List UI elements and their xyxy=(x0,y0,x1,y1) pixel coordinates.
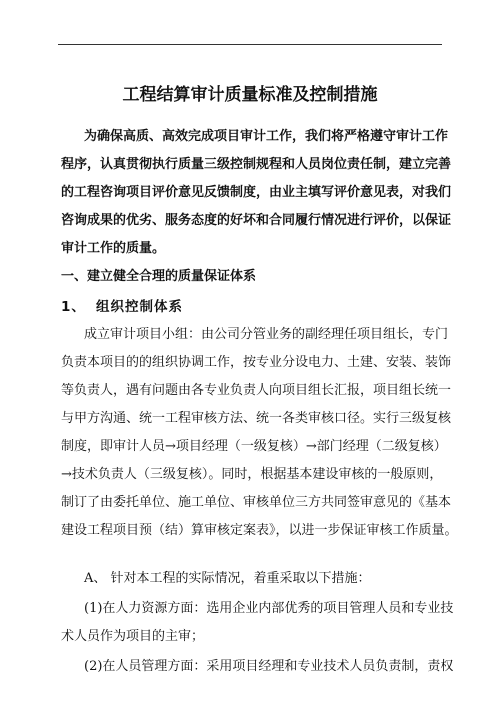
body-line-7: 制订了由委托单位、施工单位、审核单位三方共同签审意见的《基本 xyxy=(61,495,452,510)
body-line-2: 负责本项目的的组织协调工作，按专业分设电力、土建、安装、装饰 xyxy=(61,355,452,370)
body-line-1: 成立审计项目小组：由公司分管业务的副经理任项目组长，专门 xyxy=(84,327,449,342)
intro-line-1: 为确保高质、高效完成项目审计工作，我们将严格遵守审计工作 xyxy=(84,129,449,144)
header-rule xyxy=(58,44,442,45)
body-line-3: 等负责人，遇有问题由各专业负责人向项目组长汇报，项目组长统一 xyxy=(61,383,452,398)
measure-1-line-2: 术人员作为项目的主审； xyxy=(61,629,205,644)
body-line-4: 与甲方沟通、统一工程审核方法、统一各类审核口径。实行三级复核 xyxy=(61,411,452,426)
intro-line-4: 咨询成果的优劣、服务态度的好坏和合同履行情况进行评价，以保证 xyxy=(61,213,452,228)
body-line-6: →技术负责人（三级复核）。同时，根据基本建设审核的一般原则， xyxy=(61,467,443,482)
measure-2-line-1: (2)在人员管理方面：采用项目经理和专业技术人员负责制，责权 xyxy=(84,659,454,674)
intro-line-2: 程序，认真贯彻执行质量三级控制规程和人员岗位责任制，建立完善 xyxy=(61,157,452,172)
intro-line-5: 审计工作的质量。 xyxy=(61,241,166,256)
measure-1-line-1: (1)在人力资源方面：选用企业内部优秀的项目管理人员和专业技 xyxy=(84,601,454,616)
subsection-number: 1、 xyxy=(61,299,86,315)
document-title: 工程结算审计质量标准及控制措施 xyxy=(122,85,378,105)
measures-heading: A、 针对本工程的实际情况，着重采取以下措施： xyxy=(84,571,371,586)
body-line-5: 制度，即审计人员→项目经理（一级复核）→部门经理（二级复核） xyxy=(61,439,447,454)
section-heading: 一、建立健全合理的质量保证体系 xyxy=(61,269,257,284)
intro-line-3: 的工程咨询项目评价意见反馈制度，由业主填写评价意见表，对我们 xyxy=(61,185,452,200)
body-line-8: 建设工程项目预（结）算审核定案表》，以进一步保证审核工作质量。 xyxy=(61,523,458,538)
subsection-title: 组织控制体系 xyxy=(96,299,183,315)
